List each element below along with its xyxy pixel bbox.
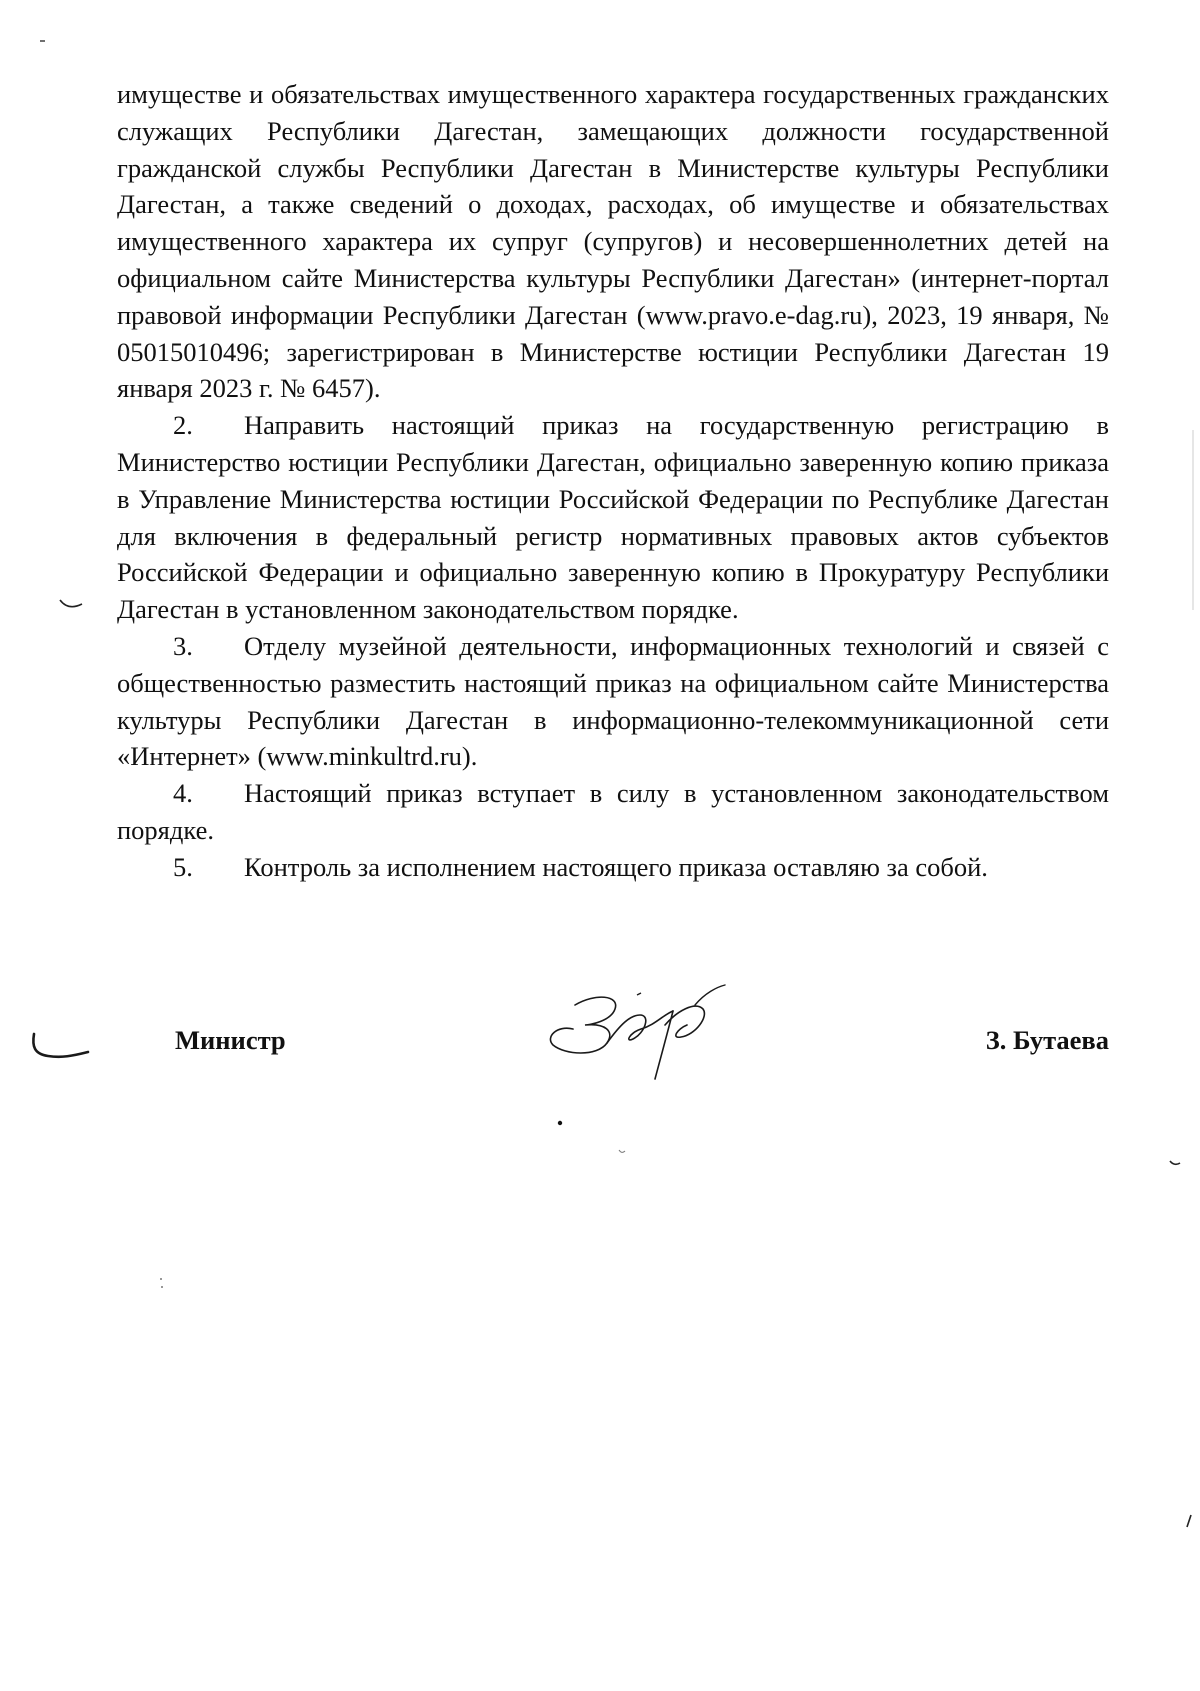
item-text: Контроль за исполнением настоящего приказа оставляю за собой. — [244, 851, 988, 882]
item-number: 3. — [173, 630, 193, 661]
scan-artifact-mark — [1183, 1513, 1195, 1529]
scan-artifact-mark — [158, 1275, 166, 1295]
signatory-name: З. Бутаева — [985, 1025, 1109, 1055]
document-body — [117, 76, 1109, 886]
item-number: 2. — [173, 410, 193, 441]
scan-artifact-mark — [617, 1147, 627, 1155]
continuation-paragraph: имуществе и обязательствах имущественного характера государственных гражданских служащих Республики Дагестан, замещающих должности государственной гражданской службы Республики Дагестан в Министерстве культуры Республики Дагестан, а также сведений о доходах, расходах, об имуществе и обязательствах имущественного характера их супруг (супругов) и несовершеннолетних детей на официальном сайте Министерства культуры Республики Дагестан» (интернет-портал правовой информации Республики Дагестан (www.pravo.e-dag.ru), 2023, 19 января, № 05015010496; зарегистрирован в Министерстве юстиции Республики Дагестан 19 января 2023 г. № 6457). — [117, 79, 1109, 404]
item-text: Отделу музейной деятельности, информационных технологий и связей с общественностью разместить настоящий приказ на официальном сайте Министерства культуры Республики Дагестан в информационно-телекоммуникационной сети «Интернет» (www.minkultrd.ru). — [117, 630, 1109, 772]
scan-artifact-mark — [28, 1028, 94, 1062]
scan-artifact-mark — [555, 1118, 565, 1128]
scan-artifact-mark — [38, 36, 48, 46]
item-number: 4. — [173, 778, 193, 809]
item-text: Направить настоящий приказ на государственную регистрацию в Министерство юстиции Республики Дагестан, официально заверенную копию приказа в Управление Министерства юстиции Российской Федерации по Республике Дагестан для включения в федеральный регистр нормативных правовых актов субъектов Российской Федерации и официально заверенную копию в Прокуратуру Республики Дагестан в установленном законодательством порядке. — [117, 410, 1109, 625]
list-item-3 — [117, 628, 1109, 775]
list-item-2 — [117, 407, 1109, 628]
item-text: Настоящий приказ вступает в силу в установленном законодательством порядке. — [117, 778, 1109, 845]
list-item-5 — [117, 849, 1109, 886]
item-number: 5. — [173, 851, 193, 882]
scan-artifact-mark — [56, 596, 86, 616]
handwritten-signature-icon — [545, 975, 735, 1085]
scan-artifact-mark — [1168, 1158, 1182, 1168]
list-item-4 — [117, 775, 1109, 849]
signatory-title: Министр — [175, 1025, 286, 1055]
scan-artifact-mark — [1190, 430, 1196, 610]
